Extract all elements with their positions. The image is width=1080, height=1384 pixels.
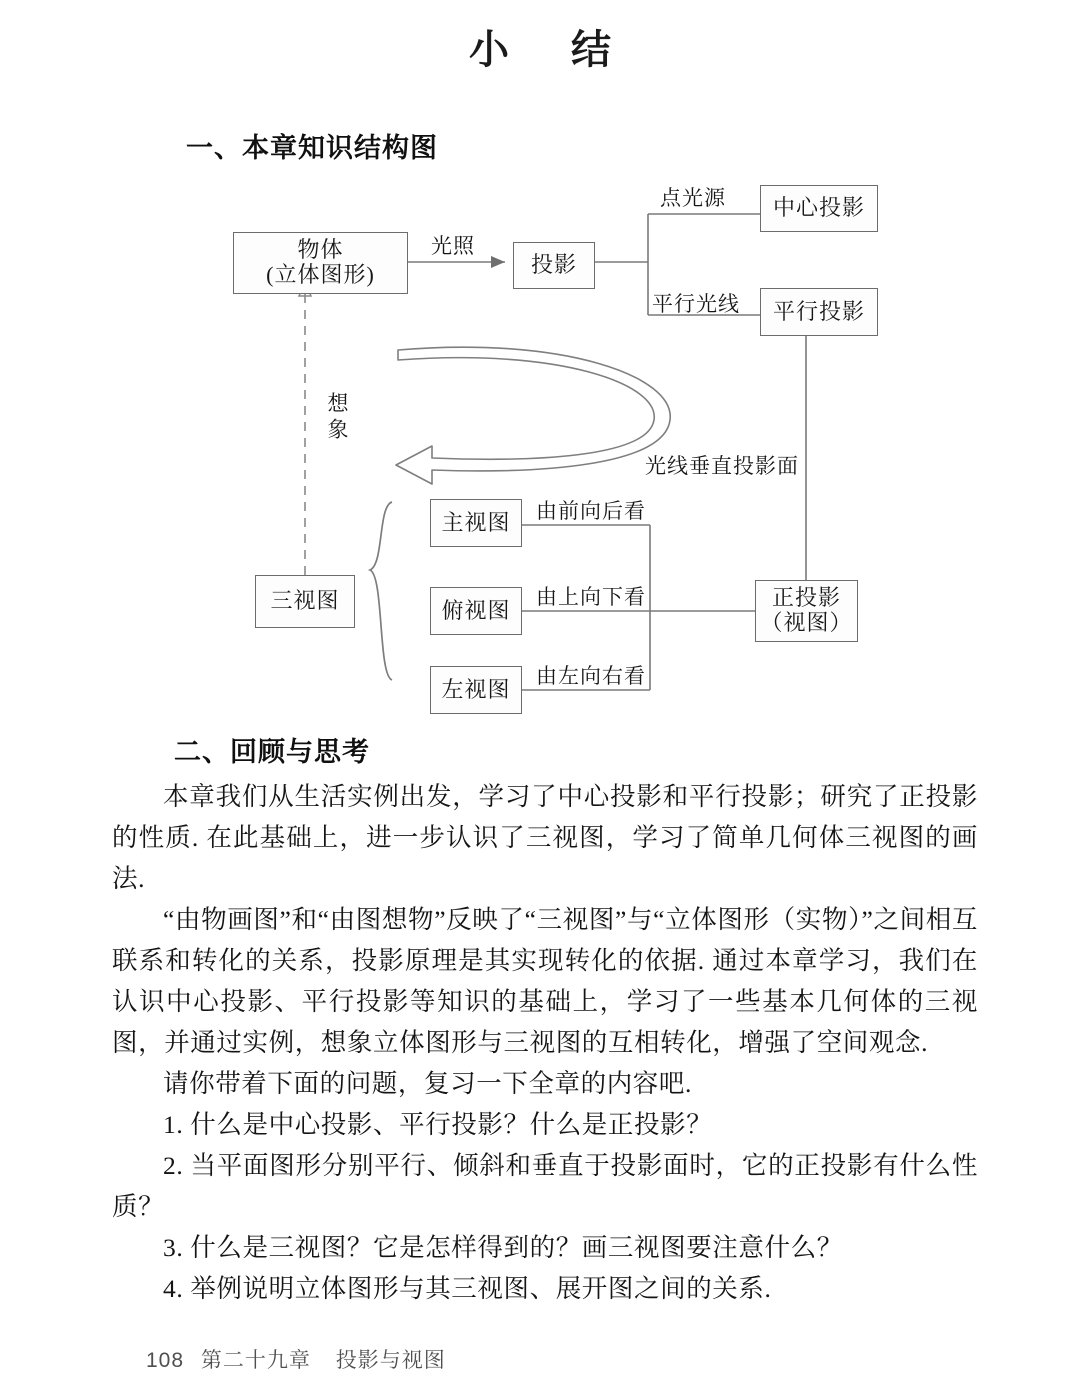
node-top-view <box>430 587 522 635</box>
node-orthographic-line1: 正投影 <box>771 585 841 611</box>
edge-label-light: 光照 <box>431 234 475 258</box>
paragraph-1: 本章我们从生活实例出发，学习了中心投影和平行投影；研究了正投影的性质. 在此基础上，进一步认识了三视图，学习了简单几何体三视图的画法. <box>112 782 978 893</box>
paragraph-3: 请你带着下面的问题，复习一下全章的内容吧. <box>163 1069 692 1098</box>
node-three-views <box>255 575 355 628</box>
question-4: 4. 举例说明立体图形与其三视图、展开图之间的关系. <box>163 1274 772 1303</box>
node-object-line1: 物体 <box>297 237 344 263</box>
footer-chapter: 第二十九章 <box>200 1349 311 1372</box>
knowledge-structure-diagram <box>0 170 1080 715</box>
node-side-view <box>430 666 522 714</box>
page-title: 小 结 <box>469 27 637 72</box>
question-3: 3. 什么是三视图？它是怎样得到的？画三视图要注意什么？ <box>163 1233 843 1262</box>
question-list <box>112 1104 978 1309</box>
footer-page-number: 108 <box>146 1349 185 1372</box>
node-object-line2: (立体图形) <box>266 262 375 287</box>
node-orthographic-line2: （视图） <box>760 610 853 635</box>
edge-label-perpendicular-rays: 光线垂直投影面 <box>645 454 799 478</box>
edge-label-front-to-back: 由前向后看 <box>536 499 646 523</box>
section-heading-structure: 一、本章知识结构图 <box>186 133 438 163</box>
curved-imagination-arrow <box>396 347 670 484</box>
node-three-views-label: 三视图 <box>270 588 340 614</box>
edge-label-imagine: 想象 <box>325 392 349 444</box>
node-projection-label: 投影 <box>530 252 577 278</box>
node-top-view-label: 俯视图 <box>441 597 511 623</box>
section-heading-review: 二、回顾与思考 <box>174 737 370 767</box>
node-central-projection <box>760 185 878 232</box>
node-projection <box>513 242 595 289</box>
paragraph-2: “由物画图”和“由图想物”反映了“三视图”与“立体图形（实物）”之间相互联系和转化的关系，投影原理是其实现转化的依据. 通过本章学习，我们在认识中心投影、平行投影等知识的基础上，学习了一些基本几何体的三视图，并通过实例，想象立体图形与三视图的互相转化，增强了空间观念. <box>112 905 978 1057</box>
edge-label-left-to-right: 由左向右看 <box>536 664 646 688</box>
node-front-view <box>430 499 522 547</box>
light-arrowhead <box>491 256 505 268</box>
question-2: 2. 当平面图形分别平行、倾斜和垂直于投影面时，它的正投影有什么性质？ <box>112 1151 978 1221</box>
edge-label-parallel-rays: 平行光线 <box>652 292 740 316</box>
edge-label-top-to-bottom: 由上向下看 <box>536 585 646 609</box>
three-views-brace <box>370 502 392 680</box>
node-front-view-label: 主视图 <box>441 509 511 535</box>
node-object <box>233 232 408 294</box>
footer-chapter-title: 投影与视图 <box>335 1349 446 1372</box>
node-parallel-label: 平行投影 <box>772 298 865 324</box>
node-orthographic-projection <box>755 580 858 642</box>
page-footer <box>146 1344 446 1374</box>
node-central-label: 中心投影 <box>772 195 865 221</box>
review-body <box>112 776 978 1309</box>
node-side-view-label: 左视图 <box>441 676 511 702</box>
node-parallel-projection <box>760 288 878 336</box>
question-1: 1. 什么是中心投影、平行投影？什么是正投影？ <box>163 1110 713 1139</box>
edge-label-point-source: 点光源 <box>660 186 726 210</box>
